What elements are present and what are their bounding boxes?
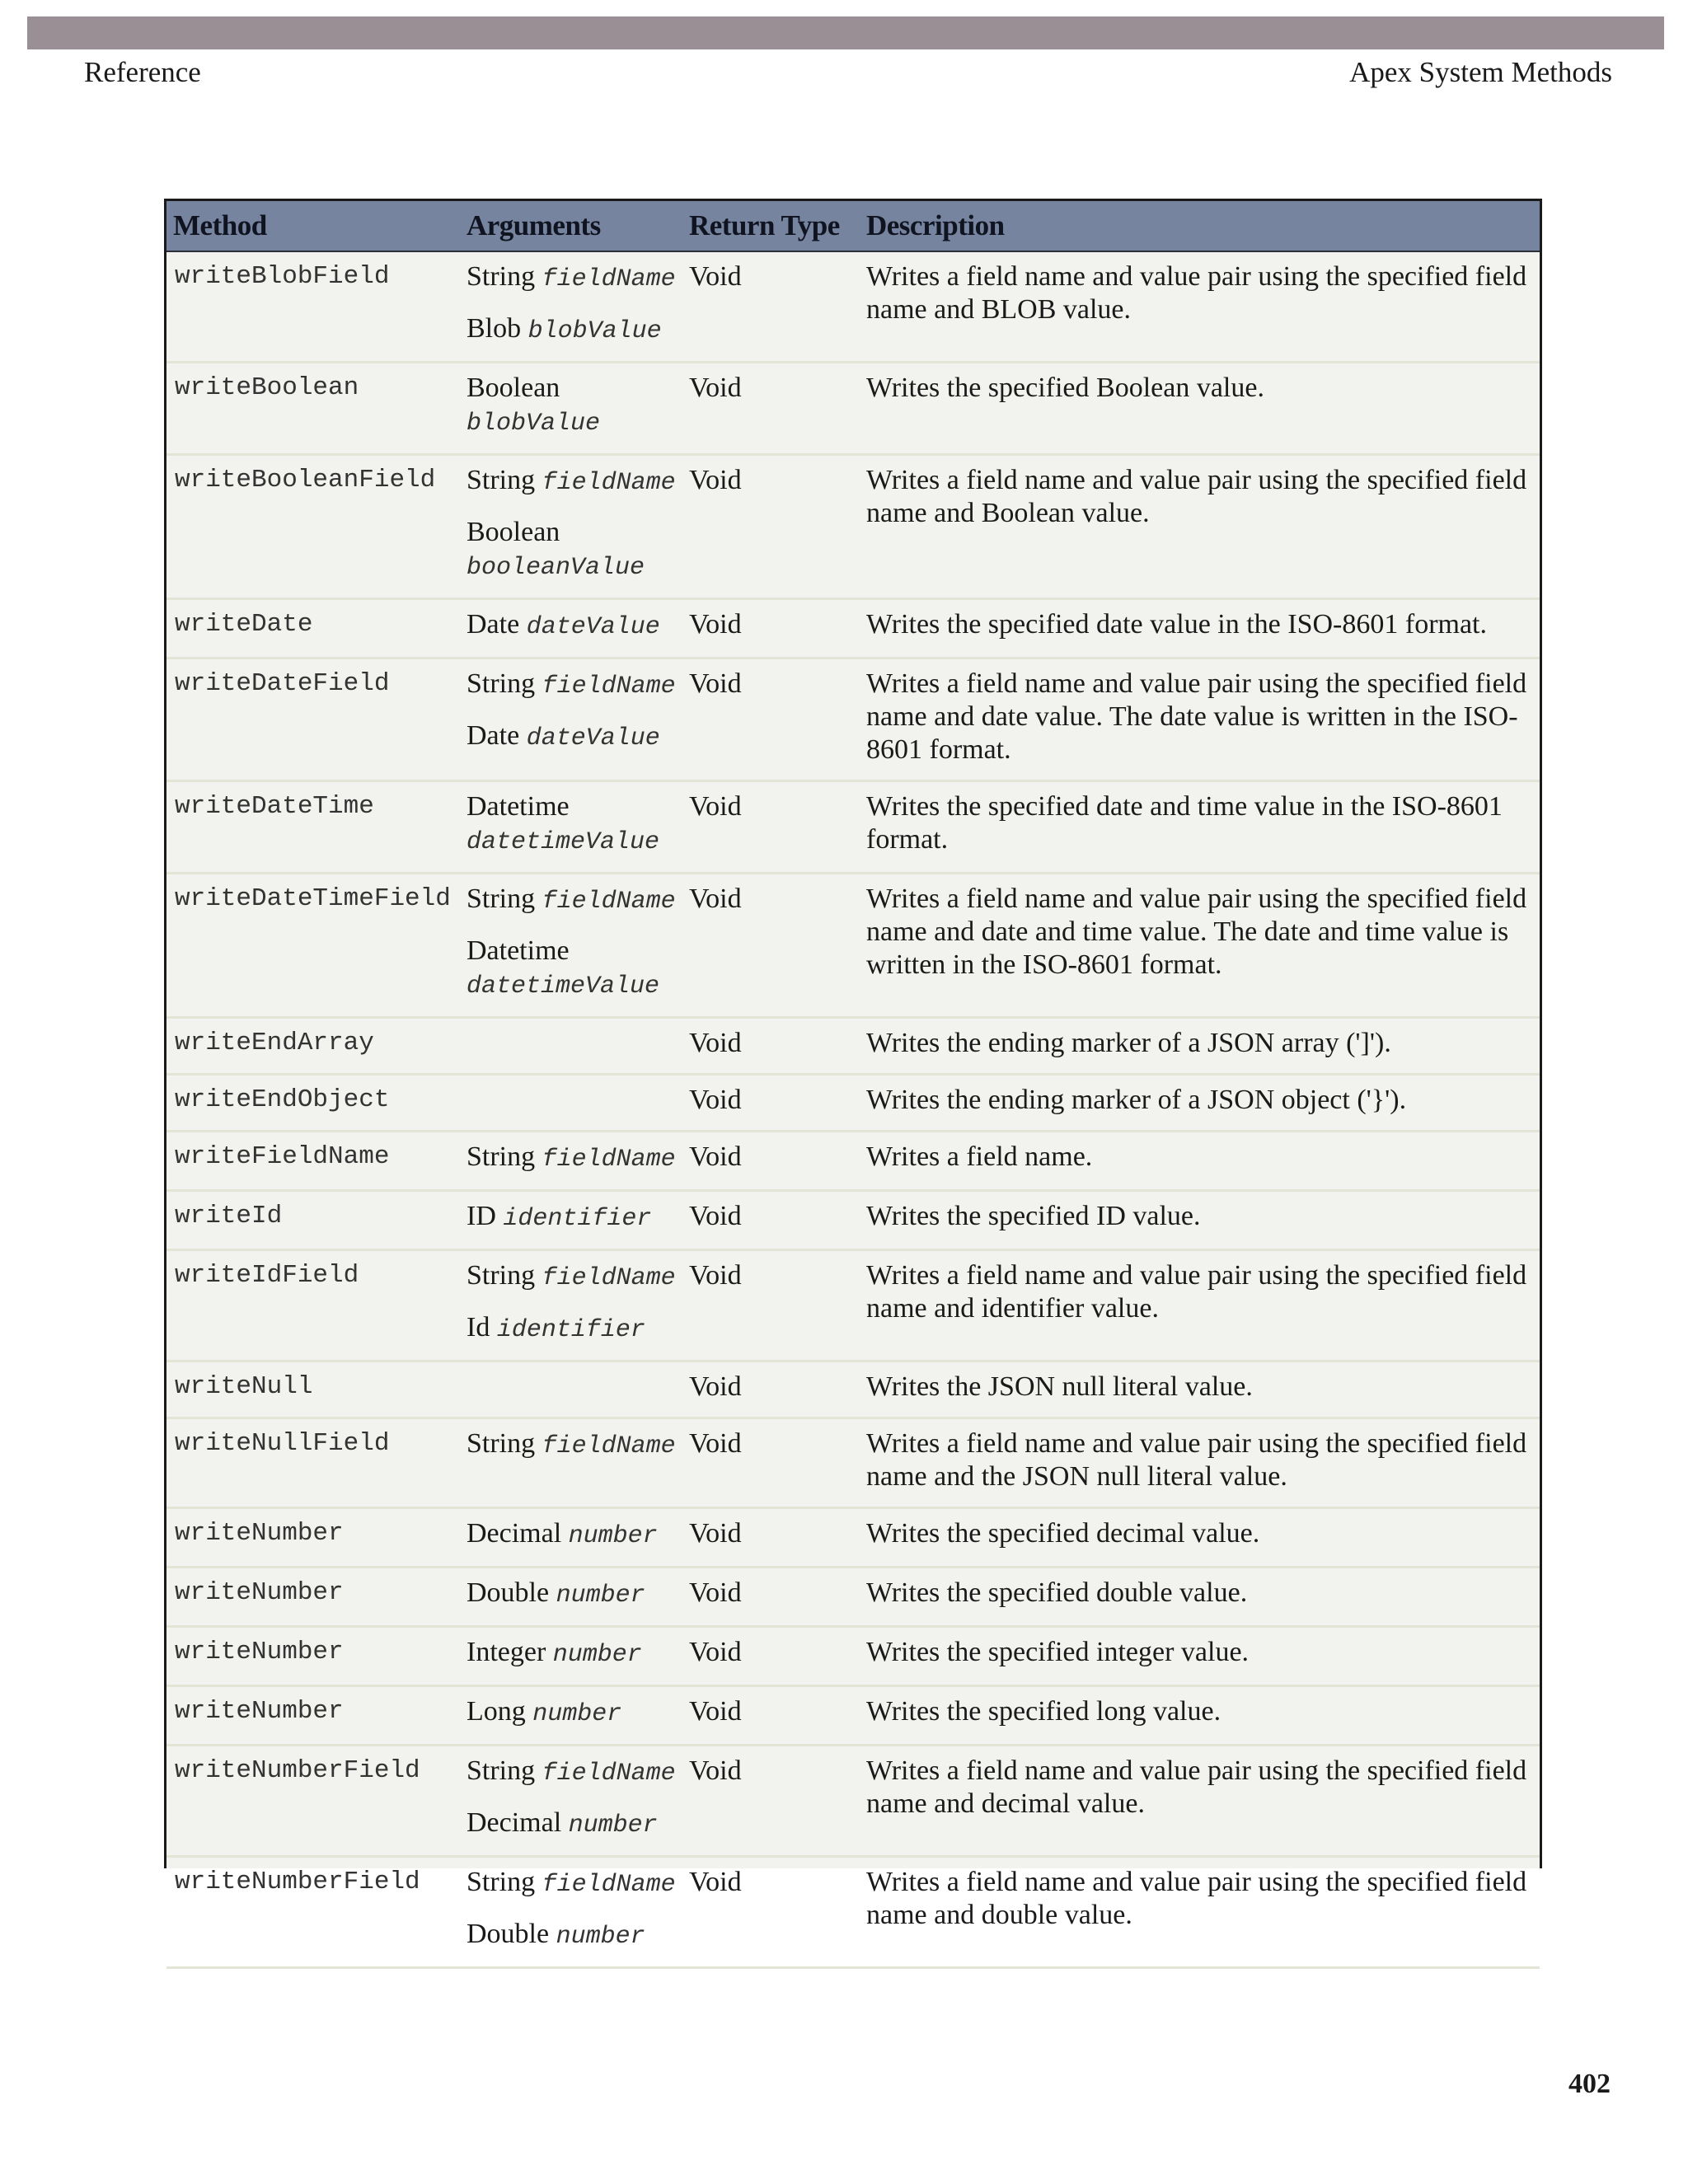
argument-type: Date	[467, 609, 520, 640]
argument-name: dateValue	[526, 724, 660, 752]
argument-name: identifier	[503, 1205, 652, 1233]
arguments-cell	[460, 1627, 682, 1686]
method-name-cell: writeBooleanField	[166, 455, 460, 599]
description-cell: Writes a field name and value pair using the specified field name and identifier value.	[860, 1250, 1540, 1361]
table-row	[166, 1508, 1540, 1568]
table-row	[166, 781, 1540, 874]
arguments-cell	[460, 1361, 682, 1418]
return-type-cell: Void	[682, 1250, 860, 1361]
return-type-cell: Void	[682, 599, 860, 658]
description-cell: Writes the specified date value in the ISO-8601 format.	[860, 599, 1540, 658]
argument-type: Id	[467, 1312, 490, 1343]
arguments-cell	[460, 1508, 682, 1568]
argument-type: String	[467, 1141, 536, 1172]
argument	[467, 372, 676, 440]
argument-type: Boolean	[467, 517, 560, 547]
return-type-cell: Void	[682, 874, 860, 1018]
arguments-cell	[460, 1250, 682, 1361]
method-name-cell: writeIdField	[166, 1250, 460, 1361]
table-row	[166, 1627, 1540, 1686]
argument-name: datetimeValue	[467, 972, 660, 1001]
description-cell: Writes a field name and value pair using the specified field name and the JSON null literal value.	[860, 1418, 1540, 1508]
arguments-cell	[460, 658, 682, 781]
argument-type: Datetime	[467, 791, 570, 822]
method-name-cell: writeNumber	[166, 1568, 460, 1627]
table-row	[166, 1857, 1540, 1968]
argument-type: Double	[467, 1919, 550, 1949]
arguments-cell	[460, 1418, 682, 1508]
arguments-cell	[460, 1857, 682, 1968]
return-type-cell: Void	[682, 781, 860, 874]
argument-name: fieldName	[542, 1760, 676, 1788]
method-name-cell: writeDateTime	[166, 781, 460, 874]
argument	[467, 312, 676, 348]
argument	[467, 1577, 676, 1612]
argument-name: fieldName	[542, 1432, 676, 1460]
table-row	[166, 1746, 1540, 1857]
method-name-cell: writeDateField	[166, 658, 460, 781]
argument-name: number	[552, 1641, 642, 1669]
argument	[467, 1427, 676, 1463]
table-row	[166, 658, 1540, 781]
argument-name: number	[568, 1522, 658, 1550]
description-cell: Writes the ending marker of a JSON object ('}').	[860, 1075, 1540, 1132]
argument-name: number	[568, 1811, 658, 1840]
argument-name: number	[532, 1700, 622, 1728]
table-row	[166, 363, 1540, 455]
arguments-cell	[460, 1018, 682, 1075]
argument-name: fieldName	[542, 1146, 676, 1174]
argument	[467, 935, 676, 1003]
argument-type: Boolean	[467, 373, 560, 403]
argument	[467, 1695, 676, 1731]
method-name-cell: writeNullField	[166, 1418, 460, 1508]
table-row	[166, 1686, 1540, 1746]
return-type-cell: Void	[682, 1132, 860, 1191]
table-body	[166, 251, 1540, 1968]
argument	[467, 1918, 676, 1953]
argument-type: Datetime	[467, 935, 570, 966]
method-name-cell: writeNumberField	[166, 1857, 460, 1968]
arguments-cell	[460, 1568, 682, 1627]
description-cell: Writes the ending marker of a JSON array (']').	[860, 1018, 1540, 1075]
page-top-bar	[27, 16, 1664, 49]
column-header-arguments: Arguments	[460, 201, 682, 251]
method-name-cell: writeNumberField	[166, 1746, 460, 1857]
table-row	[166, 1250, 1540, 1361]
description-cell: Writes a field name and value pair using the specified field name and BLOB value.	[860, 251, 1540, 363]
method-name-cell: writeFieldName	[166, 1132, 460, 1191]
table-row	[166, 251, 1540, 363]
method-name-cell: writeNull	[166, 1361, 460, 1418]
argument-type: Blob	[467, 313, 522, 344]
argument-type: Long	[467, 1696, 526, 1727]
argument	[467, 1866, 676, 1901]
arguments-cell	[460, 874, 682, 1018]
argument	[467, 719, 676, 755]
argument-name: booleanValue	[467, 554, 645, 582]
table-row	[166, 1018, 1540, 1075]
method-name-cell: writeEndObject	[166, 1075, 460, 1132]
method-name-cell: writeId	[166, 1191, 460, 1250]
argument-name: fieldName	[542, 1264, 676, 1292]
method-name-cell: writeEndArray	[166, 1018, 460, 1075]
argument-name: fieldName	[542, 673, 676, 701]
return-type-cell: Void	[682, 1191, 860, 1250]
argument-name: number	[556, 1582, 645, 1610]
return-type-cell: Void	[682, 1686, 860, 1746]
return-type-cell: Void	[682, 1568, 860, 1627]
table-row	[166, 1361, 1540, 1418]
argument-type: Double	[467, 1577, 550, 1608]
argument-name: number	[556, 1923, 645, 1951]
return-type-cell: Void	[682, 455, 860, 599]
argument-type: String	[467, 465, 536, 495]
description-cell: Writes a field name and value pair using the specified field name and date value. The date value is written in the ISO-8601 format.	[860, 658, 1540, 781]
argument-type: String	[467, 883, 536, 914]
arguments-cell	[460, 1686, 682, 1746]
argument	[467, 260, 676, 296]
description-cell: Writes the specified Boolean value.	[860, 363, 1540, 455]
description-cell: Writes the specified date and time value in the ISO-8601 format.	[860, 781, 1540, 874]
return-type-cell: Void	[682, 1361, 860, 1418]
arguments-cell	[460, 599, 682, 658]
description-cell: Writes the JSON null literal value.	[860, 1361, 1540, 1418]
return-type-cell: Void	[682, 1857, 860, 1968]
running-header-right: Apex System Methods	[1349, 56, 1612, 88]
table-header-row	[166, 201, 1540, 251]
method-name-cell: writeNumber	[166, 1686, 460, 1746]
description-cell: Writes a field name and value pair using the specified field name and decimal value.	[860, 1746, 1540, 1857]
argument-name: fieldName	[542, 265, 676, 293]
table-row	[166, 874, 1540, 1018]
argument-type: Decimal	[467, 1807, 562, 1838]
methods-table-container	[164, 199, 1542, 1951]
argument	[467, 608, 676, 644]
argument-name: fieldName	[542, 1871, 676, 1899]
argument-name: datetimeValue	[467, 828, 660, 856]
argument-type: String	[467, 1867, 536, 1897]
argument-type: Integer	[467, 1637, 546, 1667]
argument-name: identifier	[496, 1316, 645, 1344]
return-type-cell: Void	[682, 363, 860, 455]
argument	[467, 1517, 676, 1553]
argument-type: String	[467, 1428, 536, 1459]
description-cell: Writes the specified long value.	[860, 1686, 1540, 1746]
argument-type: String	[467, 1260, 536, 1291]
argument	[467, 1807, 676, 1842]
arguments-cell	[460, 363, 682, 455]
methods-table	[166, 201, 1540, 1969]
return-type-cell: Void	[682, 1508, 860, 1568]
page-number: 402	[1568, 2069, 1611, 2099]
return-type-cell: Void	[682, 1746, 860, 1857]
argument-name: blobValue	[528, 317, 662, 345]
argument	[467, 1259, 676, 1295]
argument-type: String	[467, 668, 536, 699]
argument	[467, 790, 676, 859]
argument	[467, 1141, 676, 1176]
method-name-cell: writeBlobField	[166, 251, 460, 363]
description-cell: Writes a field name and value pair using the specified field name and Boolean value.	[860, 455, 1540, 599]
arguments-cell	[460, 1132, 682, 1191]
arguments-cell	[460, 455, 682, 599]
argument-name: dateValue	[526, 613, 660, 641]
method-name-cell: writeDate	[166, 599, 460, 658]
argument-type: Date	[467, 720, 520, 751]
table-row	[166, 1191, 1540, 1250]
table-row	[166, 1418, 1540, 1508]
arguments-cell	[460, 1075, 682, 1132]
description-cell: Writes a field name.	[860, 1132, 1540, 1191]
argument	[467, 1200, 676, 1235]
arguments-cell	[460, 251, 682, 363]
column-header-method: Method	[166, 201, 460, 251]
table-row	[166, 1568, 1540, 1627]
arguments-cell	[460, 1746, 682, 1857]
table-row	[166, 455, 1540, 599]
arguments-cell	[460, 1191, 682, 1250]
argument-name: fieldName	[542, 888, 676, 916]
column-header-return-type: Return Type	[682, 201, 860, 251]
return-type-cell: Void	[682, 1627, 860, 1686]
table-row	[166, 1132, 1540, 1191]
column-header-description: Description	[860, 201, 1540, 251]
argument	[467, 1311, 676, 1347]
return-type-cell: Void	[682, 658, 860, 781]
argument-type: String	[467, 1755, 536, 1786]
argument	[467, 1755, 676, 1790]
argument	[467, 516, 676, 584]
argument-type: String	[467, 261, 536, 292]
return-type-cell: Void	[682, 1418, 860, 1508]
return-type-cell: Void	[682, 251, 860, 363]
arguments-cell	[460, 781, 682, 874]
description-cell: Writes a field name and value pair using the specified field name and date and time value. The date and time value is written in the ISO-8601 format.	[860, 874, 1540, 1018]
method-name-cell: writeNumber	[166, 1627, 460, 1686]
method-name-cell: writeBoolean	[166, 363, 460, 455]
argument	[467, 668, 676, 703]
table-row	[166, 599, 1540, 658]
return-type-cell: Void	[682, 1075, 860, 1132]
argument-type: ID	[467, 1201, 496, 1231]
argument-name: fieldName	[542, 469, 676, 497]
description-cell: Writes the specified decimal value.	[860, 1508, 1540, 1568]
table-row	[166, 1075, 1540, 1132]
method-name-cell: writeNumber	[166, 1508, 460, 1568]
return-type-cell: Void	[682, 1018, 860, 1075]
description-cell: Writes a field name and value pair using the specified field name and double value.	[860, 1857, 1540, 1968]
argument-type: Decimal	[467, 1518, 562, 1549]
method-name-cell: writeDateTimeField	[166, 874, 460, 1018]
argument	[467, 1636, 676, 1671]
description-cell: Writes the specified double value.	[860, 1568, 1540, 1627]
description-cell: Writes the specified ID value.	[860, 1191, 1540, 1250]
argument	[467, 464, 676, 499]
argument	[467, 883, 676, 918]
argument-name: blobValue	[467, 410, 601, 438]
running-header-left: Reference	[84, 56, 201, 88]
description-cell: Writes the specified integer value.	[860, 1627, 1540, 1686]
